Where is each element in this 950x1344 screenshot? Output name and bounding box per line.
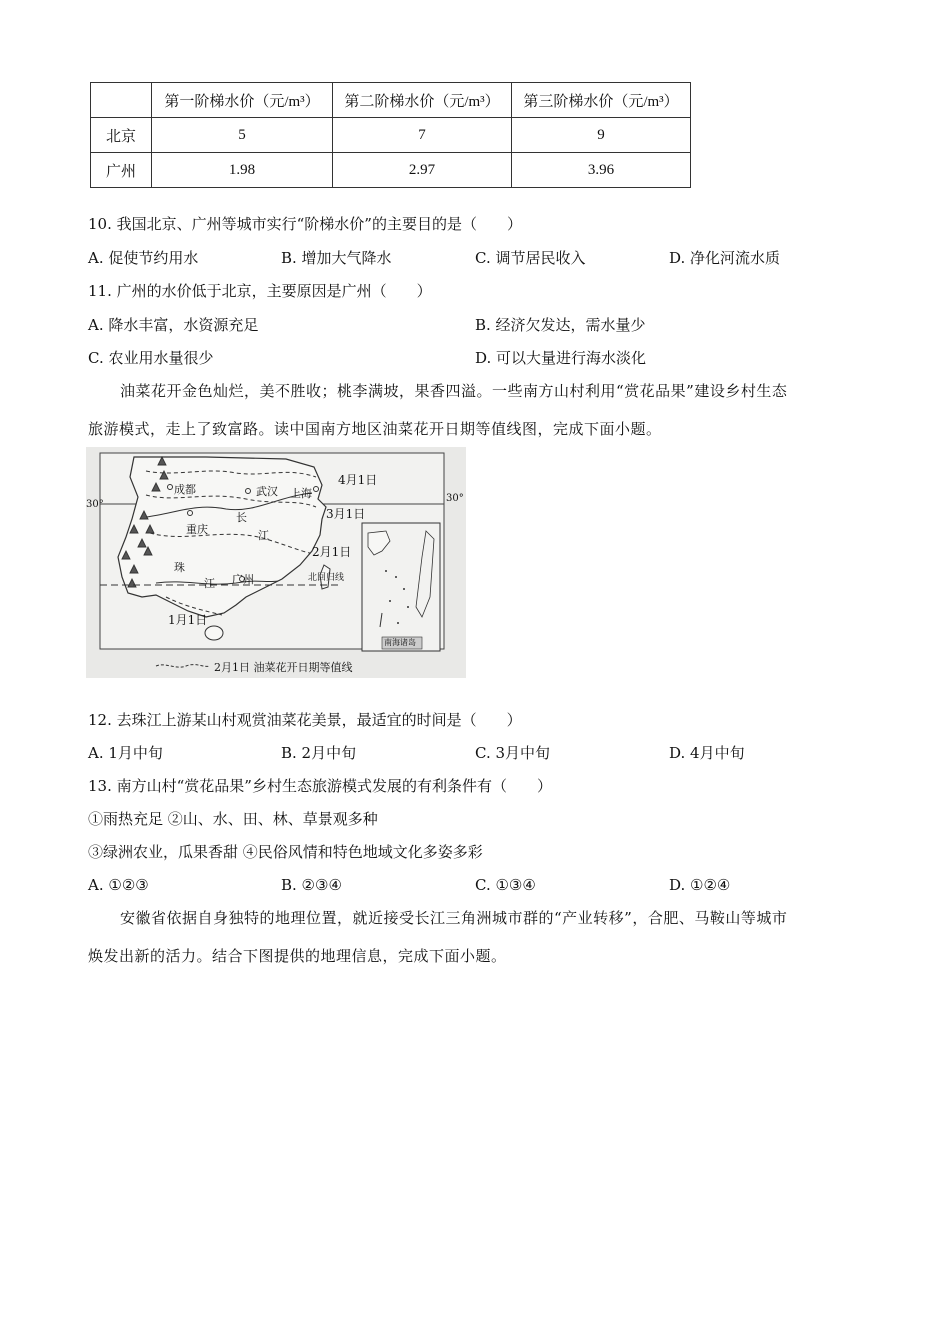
passage-2-line-1: 安徽省依据自身独特的地理位置，就近接受长江三角洲城市群的“产业转移”，合肥、马鞍山等城市 [120,909,788,927]
table-cell: 7 [333,118,512,153]
question-11-option-d[interactable]: D. 可以大量进行海水淡化 [475,349,647,367]
question-13-statement-line-2: ③绿洲农业，瓜果香甜 ④民俗风情和特色地域文化多姿多彩 [88,843,483,861]
question-11-option-a[interactable]: A. 降水丰富，水资源充足 [88,316,259,334]
tropic-label: 北回归线 [308,573,345,583]
table-cell: 1.98 [152,153,333,188]
map-legend: 2月1日 油菜花开日期等值线 [214,661,353,674]
river-label-jiang: 江 [258,529,269,542]
isoline-label-feb: 2月1日 [312,545,352,559]
question-13-stem: 13. 南方山村“赏花品果”乡村生态旅游模式发展的有利条件有（ ） [88,777,552,795]
table-cell: 9 [512,118,691,153]
table-header-cell: 第二阶梯水价（元/m³） [333,83,512,118]
question-12-option-c[interactable]: C. 3月中旬 [475,744,551,762]
table-cell: 3.96 [512,153,691,188]
question-13-option-a[interactable]: A. ①②③ [88,876,149,894]
question-10-stem: 10. 我国北京、广州等城市实行“阶梯水价”的主要目的是（ ） [88,215,522,233]
question-13-option-d[interactable]: D. ①②④ [669,876,731,894]
city-label-shanghai: 上海 [290,487,312,500]
question-12-option-d[interactable]: D. 4月中旬 [669,744,745,762]
question-13-option-c[interactable]: C. ①③④ [475,876,536,894]
table-cell: 5 [152,118,333,153]
table-header-cell: 第三阶梯水价（元/m³） [512,83,691,118]
passage-2-line-2: 焕发出新的活力。结合下图提供的地理信息，完成下面小题。 [88,947,507,965]
table-cell-city: 北京 [91,118,152,153]
question-10-option-d[interactable]: D. 净化河流水质 [669,249,781,267]
river-label-chang: 长 [236,511,247,524]
question-10-option-a[interactable]: A. 促使节约用水 [88,249,199,267]
city-label-guangzhou: 广州 [232,573,254,586]
river-label-zhu: 珠 [174,561,185,574]
table-row [91,153,691,188]
city-label-wuhan: 武汉 [256,485,278,498]
river-label-jiang: 江 [204,577,215,590]
question-11-stem: 11. 广州的水价低于北京，主要原因是广州（ ） [88,282,432,300]
question-11-option-b[interactable]: B. 经济欠发达，需水量少 [475,316,646,334]
isoline-label-jan: 1月1日 [168,613,208,627]
question-11-option-c[interactable]: C. 农业用水量很少 [88,349,214,367]
latitude-label-left: 30° [86,499,104,510]
question-13-option-b[interactable]: B. ②③④ [281,876,342,894]
table-header-cell [91,83,152,118]
passage-1-line-2: 旅游模式，走上了致富路。读中国南方地区油菜花开日期等值线图，完成下面小题。 [88,420,662,438]
latitude-label-right: 30° [446,493,464,504]
rapeseed-bloom-isoline-map [86,447,466,678]
isoline-label-mar: 3月1日 [326,507,366,521]
table-header-row [91,83,691,118]
question-12-stem: 12. 去珠江上游某山村观赏油菜花美景，最适宜的时间是（ ） [88,711,522,729]
question-13-statement-line-1: ①雨热充足 ②山、水、田、林、草景观多种 [88,810,378,828]
question-12-option-b[interactable]: B. 2月中旬 [281,744,357,762]
passage-1-line-1: 油菜花开金色灿烂，美不胜收；桃李满坡，果香四溢。一些南方山村利用“赏花品果”建设乡村生态 [120,382,788,400]
water-price-table [90,82,691,188]
table-row [91,118,691,153]
table-cell: 2.97 [333,153,512,188]
question-12-option-a[interactable]: A. 1月中旬 [88,744,163,762]
isoline-label-apr: 4月1日 [338,473,378,487]
city-label-chengdu: 成都 [174,483,196,496]
table-header-cell: 第一阶梯水价（元/m³） [152,83,333,118]
inset-label: 南海诸岛 [384,638,416,647]
question-10-option-b[interactable]: B. 增加大气降水 [281,249,392,267]
table-cell-city: 广州 [91,153,152,188]
city-label-chongqing: 重庆 [186,523,208,536]
question-10-option-c[interactable]: C. 调节居民收入 [475,249,586,267]
